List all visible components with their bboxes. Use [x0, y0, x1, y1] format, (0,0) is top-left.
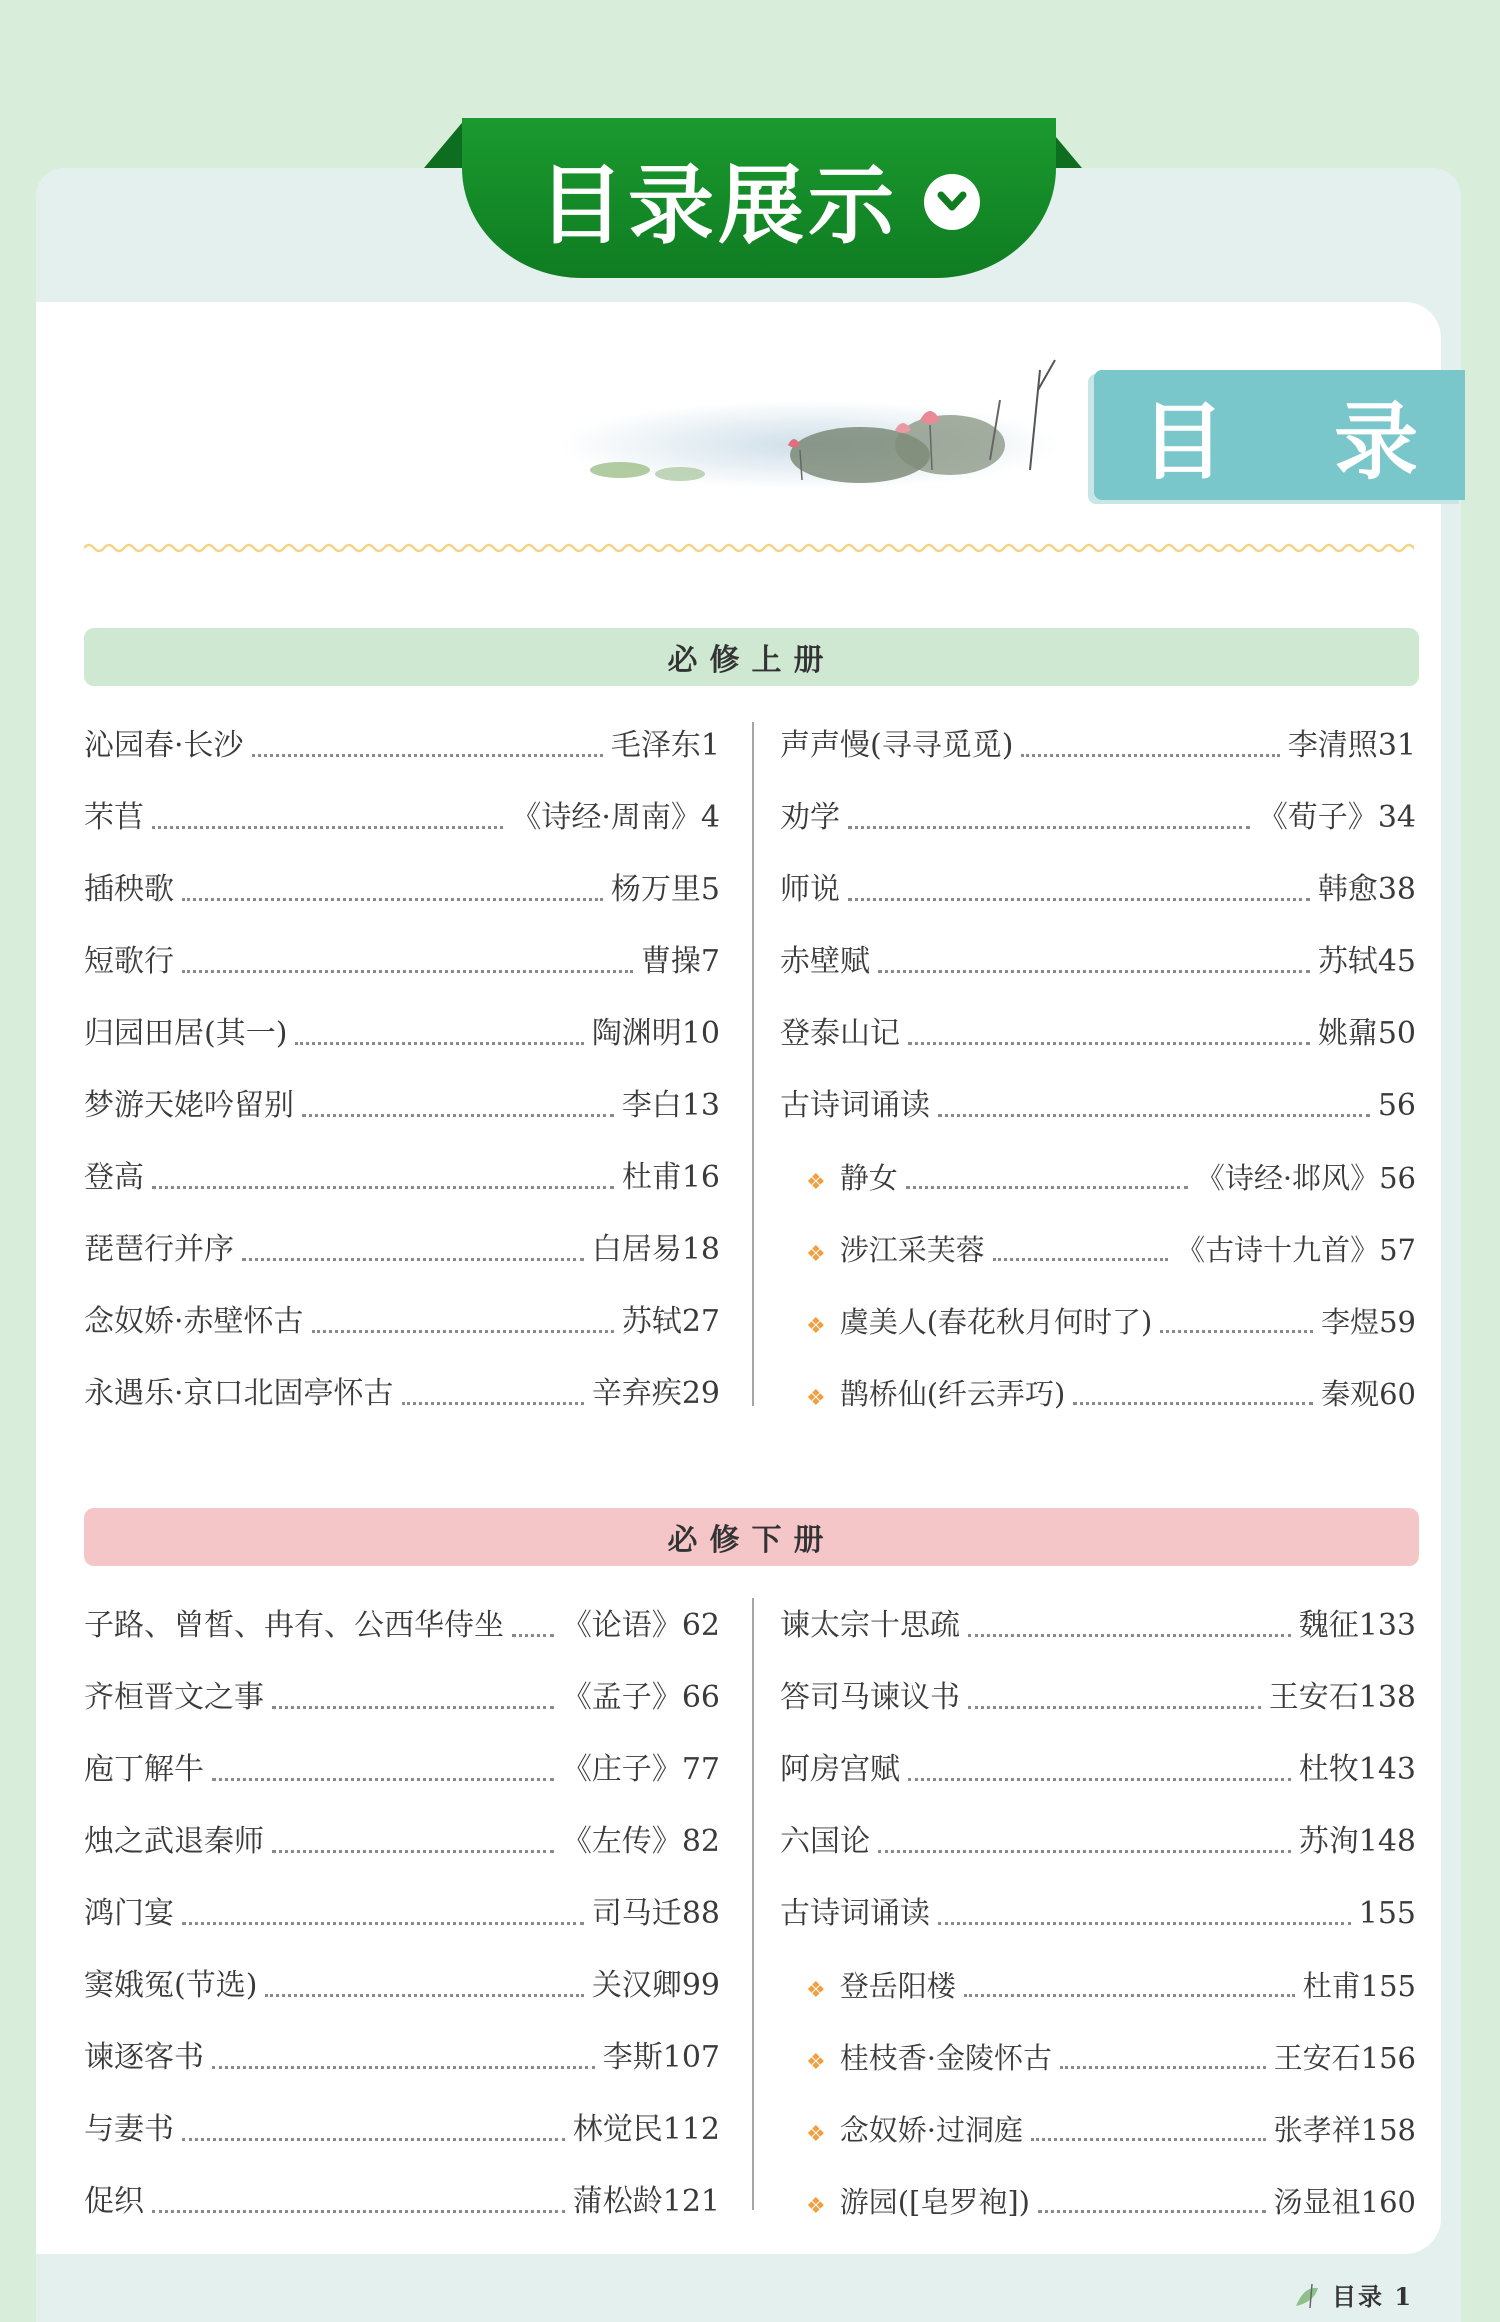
entry-author: 秦观 — [1321, 1377, 1380, 1411]
toc-entry[interactable] — [780, 2106, 1416, 2150]
entry-author: 魏征 — [1298, 1608, 1359, 1643]
entry-author: 张孝祥 — [1273, 2113, 1361, 2147]
entry-page: 16 — [681, 1160, 720, 1195]
entry-title: 虞美人(春花秋月何时了) — [839, 1305, 1153, 1339]
toc-entry[interactable] — [780, 1082, 1416, 1126]
diamond-bullet-icon: ❖ — [806, 2050, 826, 2075]
entry-author: 辛弃疾 — [591, 1376, 682, 1411]
banner-title: 目录展示 — [538, 156, 898, 256]
toc-title-tab — [1094, 370, 1465, 500]
toc-entry[interactable] — [780, 1746, 1416, 1790]
entry-page: 99 — [681, 1968, 720, 2003]
entry-author: 《古诗十九首》 — [1176, 1233, 1380, 1267]
entry-title: 六国论 — [780, 1824, 870, 1859]
entry-page: 133 — [1358, 1608, 1416, 1643]
entry-title: 登岳阳楼 — [839, 1969, 956, 2003]
entry-page: 82 — [681, 1824, 720, 1859]
toc-entry[interactable] — [780, 1962, 1416, 2006]
diamond-bullet-icon: ❖ — [806, 1386, 826, 1411]
dot-leader — [152, 2210, 565, 2213]
toc-entry[interactable] — [84, 1962, 720, 2006]
entry-title: 梦游天姥吟留别 — [84, 1088, 294, 1123]
dot-leader — [295, 1042, 583, 1045]
dot-leader — [302, 1114, 614, 1117]
toc-entry[interactable] — [780, 1602, 1416, 1646]
entry-page: 31 — [1377, 728, 1416, 763]
dot-leader — [878, 970, 1310, 973]
diamond-bullet-icon: ❖ — [806, 1314, 826, 1339]
entry-title: 桂枝香·金陵怀古 — [839, 2041, 1052, 2075]
entry-page: 155 — [1358, 1896, 1416, 1931]
entry-author: 苏洵 — [1298, 1824, 1359, 1859]
toc-entry[interactable] — [84, 1082, 720, 1126]
toc-entry[interactable] — [84, 1674, 720, 1718]
toc-entry[interactable] — [780, 938, 1416, 982]
entry-page: 5 — [700, 872, 720, 907]
dot-leader — [272, 1850, 554, 1853]
toc-entry[interactable] — [84, 1818, 720, 1862]
entry-page: 148 — [1358, 1824, 1416, 1859]
dot-leader — [182, 970, 633, 973]
toc-entry[interactable] — [780, 794, 1416, 838]
toc-entry[interactable] — [780, 866, 1416, 910]
entry-author: 陶渊明 — [591, 1016, 682, 1051]
entry-title: 涉江采芙蓉 — [839, 1233, 985, 1267]
entry-title: 庖丁解牛 — [84, 1752, 204, 1787]
diamond-bullet-icon: ❖ — [806, 1242, 826, 1267]
dot-leader — [1038, 2210, 1266, 2213]
entry-page: 34 — [1377, 800, 1416, 835]
entry-author: 《诗经·周南》 — [511, 800, 701, 835]
entry-page: 77 — [681, 1752, 720, 1787]
entry-page: 88 — [681, 1896, 720, 1931]
toc-entry[interactable] — [84, 2034, 720, 2078]
entry-author: 《荀子》 — [1257, 800, 1378, 835]
dot-leader — [1073, 1402, 1313, 1405]
entry-page: 121 — [662, 2184, 720, 2219]
toc-entry[interactable] — [84, 1746, 720, 1790]
entry-page: 155 — [1360, 1969, 1416, 2003]
column-divider-1 — [752, 722, 754, 1406]
entry-author: 《孟子》 — [561, 1680, 682, 1715]
chevron-down-icon — [924, 174, 980, 230]
toc-entry[interactable] — [84, 794, 720, 838]
toc-entry[interactable] — [780, 1154, 1416, 1198]
entry-author: 《论语》 — [561, 1608, 682, 1643]
dot-leader — [938, 1922, 1351, 1925]
entry-title: 短歌行 — [84, 944, 174, 979]
entry-title: 答司马谏议书 — [780, 1680, 960, 1715]
entry-page: 59 — [1379, 1305, 1416, 1339]
entry-page: 7 — [700, 944, 720, 979]
entry-title: 芣苢 — [84, 800, 144, 835]
entry-title: 齐桓晋文之事 — [84, 1680, 264, 1715]
toc-entry[interactable] — [84, 2178, 720, 2222]
entry-page: 29 — [681, 1376, 720, 1411]
entry-title: 烛之武退秦师 — [84, 1824, 264, 1859]
entry-page: 18 — [681, 1232, 720, 1267]
dot-leader — [993, 1258, 1168, 1261]
toc-entry[interactable] — [780, 1890, 1416, 1934]
dot-leader — [1160, 1330, 1313, 1333]
entry-author: 苏轼 — [621, 1304, 682, 1339]
entry-title: 子路、曾皙、冉有、公西华侍坐 — [84, 1608, 504, 1643]
diamond-bullet-icon: ❖ — [806, 1978, 826, 2003]
toc-entry[interactable] — [780, 1818, 1416, 1862]
entry-title: 归园田居(其一) — [84, 1016, 288, 1051]
dot-leader — [242, 1258, 584, 1261]
entry-author: 关汉卿 — [591, 1968, 682, 2003]
toc-entry[interactable] — [84, 722, 720, 766]
entry-author: 杜牧 — [1298, 1752, 1359, 1787]
toc-entry[interactable] — [84, 1226, 720, 1270]
entry-title: 鸿门宴 — [84, 1896, 174, 1931]
entry-title: 鹊桥仙(纤云弄巧) — [839, 1377, 1066, 1411]
lotus-painting-illustration — [560, 350, 1070, 500]
entry-page: 138 — [1358, 1680, 1416, 1715]
dot-leader — [182, 898, 603, 901]
entry-title: 赤壁赋 — [780, 944, 870, 979]
toc-entry[interactable] — [780, 2178, 1416, 2222]
entry-page: 27 — [681, 1304, 720, 1339]
header-banner — [462, 118, 1056, 278]
entry-author: 李白 — [621, 1088, 682, 1123]
toc-entry[interactable] — [84, 2106, 720, 2150]
entry-title: 念奴娇·赤壁怀古 — [84, 1304, 304, 1339]
entry-author: 姚鼐 — [1317, 1016, 1378, 1051]
entry-title: 窦娥冤(节选) — [84, 1968, 258, 2003]
entry-page: 13 — [681, 1088, 720, 1123]
entry-title: 劝学 — [780, 800, 840, 835]
toc-entry[interactable] — [780, 722, 1416, 766]
entry-author: 《左传》 — [561, 1824, 682, 1859]
dot-leader — [512, 1634, 554, 1637]
entry-author: 杜甫 — [1302, 1969, 1361, 2003]
column-divider-2 — [752, 1598, 754, 2210]
entry-title: 阿房宫赋 — [780, 1752, 900, 1787]
dot-leader — [152, 1186, 614, 1189]
entry-author: 曹操 — [640, 944, 701, 979]
entry-page: 10 — [681, 1016, 720, 1051]
dot-leader — [1021, 754, 1279, 757]
toc-entry[interactable] — [84, 1010, 720, 1054]
entry-title: 念奴娇·过洞庭 — [839, 2113, 1023, 2147]
dot-leader — [938, 1114, 1370, 1117]
toc-title: 目 录 — [1140, 392, 1459, 491]
diamond-bullet-icon: ❖ — [806, 1170, 826, 1195]
entry-page: 107 — [662, 2040, 720, 2075]
entry-page: 160 — [1360, 2185, 1416, 2219]
toc-entry[interactable] — [84, 1890, 720, 1934]
toc-entry[interactable] — [84, 866, 720, 910]
entry-page: 45 — [1377, 944, 1416, 979]
entry-author: 林觉民 — [572, 2112, 663, 2147]
entry-page: 143 — [1358, 1752, 1416, 1787]
entry-page: 50 — [1377, 1016, 1416, 1051]
toc-entry[interactable] — [780, 2034, 1416, 2078]
entry-title: 登高 — [84, 1160, 144, 1195]
entry-title: 登泰山记 — [780, 1016, 900, 1051]
toc-entry[interactable] — [84, 1370, 720, 1414]
banner-wing-left — [424, 118, 466, 168]
entry-title: 促织 — [84, 2184, 144, 2219]
dot-leader — [968, 1634, 1291, 1637]
entry-author: 司马迁 — [591, 1896, 682, 1931]
entry-title: 师说 — [780, 872, 840, 907]
footer-label: 目录 1 — [1332, 2282, 1414, 2311]
entry-page: 62 — [681, 1608, 720, 1643]
dot-leader — [1031, 2138, 1266, 2141]
entry-author: 苏轼 — [1317, 944, 1378, 979]
entry-page: 4 — [700, 800, 720, 835]
toc-entry[interactable] — [84, 1602, 720, 1646]
dot-leader — [182, 1922, 584, 1925]
section-header-2: 必修下册 — [84, 1508, 1419, 1566]
wavy-divider — [84, 540, 1414, 556]
dot-leader — [402, 1402, 584, 1405]
dot-leader — [152, 826, 503, 829]
entry-author: 李斯 — [602, 2040, 663, 2075]
toc-entry[interactable] — [780, 1010, 1416, 1054]
dot-leader — [1060, 2066, 1266, 2069]
dot-leader — [212, 1778, 554, 1781]
dot-leader — [906, 1186, 1188, 1189]
entry-page: 66 — [681, 1680, 720, 1715]
dot-leader — [848, 826, 1250, 829]
entry-author: 白居易 — [591, 1232, 682, 1267]
entry-page: 112 — [662, 2112, 720, 2147]
dot-leader — [212, 2066, 595, 2069]
entry-page: 158 — [1360, 2113, 1416, 2147]
dot-leader — [848, 898, 1310, 901]
entry-title: 谏太宗十思疏 — [780, 1608, 960, 1643]
entry-title: 琵琶行并序 — [84, 1232, 234, 1267]
entry-title: 静女 — [839, 1161, 898, 1195]
entry-page: 57 — [1379, 1233, 1416, 1267]
entry-author: 蒲松龄 — [572, 2184, 663, 2219]
toc-entry[interactable] — [84, 938, 720, 982]
entry-page: 60 — [1379, 1377, 1416, 1411]
dot-leader — [272, 1706, 554, 1709]
entry-author: 汤显祖 — [1273, 2185, 1361, 2219]
entry-page: 56 — [1377, 1088, 1416, 1123]
entry-author: 李清照 — [1287, 728, 1378, 763]
section-header-1: 必修上册 — [84, 628, 1419, 686]
dot-leader — [908, 1042, 1310, 1045]
toc-entry[interactable] — [780, 1674, 1416, 1718]
dot-leader — [908, 1778, 1291, 1781]
entry-author: 韩愈 — [1317, 872, 1378, 907]
entry-page: 38 — [1377, 872, 1416, 907]
dot-leader — [182, 2138, 565, 2141]
entry-title: 游园([皂罗袍]) — [839, 2185, 1030, 2219]
entry-author: 《诗经·邶风》 — [1195, 1161, 1380, 1195]
dot-leader — [252, 754, 603, 757]
diamond-bullet-icon: ❖ — [806, 2194, 826, 2219]
dot-leader — [968, 1706, 1261, 1709]
entry-title: 与妻书 — [84, 2112, 174, 2147]
entry-title: 古诗词诵读 — [780, 1088, 930, 1123]
toc-entry[interactable] — [84, 1154, 720, 1198]
toc-entry[interactable] — [780, 1226, 1416, 1270]
diamond-bullet-icon: ❖ — [806, 2122, 826, 2147]
entry-author: 《庄子》 — [561, 1752, 682, 1787]
toc-entry[interactable] — [780, 1370, 1416, 1414]
lotus-leaf-icon — [1290, 2278, 1324, 2312]
entry-title: 古诗词诵读 — [780, 1896, 930, 1931]
entry-author: 李煜 — [1321, 1305, 1380, 1339]
entry-title: 声声慢(寻寻觅觅) — [780, 728, 1014, 763]
dot-leader — [964, 1994, 1295, 1997]
dot-leader — [265, 1994, 583, 1997]
entry-title: 插秧歌 — [84, 872, 174, 907]
entry-title: 谏逐客书 — [84, 2040, 204, 2075]
dot-leader — [878, 1850, 1291, 1853]
entry-page: 1 — [700, 728, 720, 763]
entry-author: 毛泽东 — [610, 728, 701, 763]
entry-page: 56 — [1379, 1161, 1416, 1195]
entry-author: 杨万里 — [610, 872, 701, 907]
toc-entry[interactable] — [84, 1298, 720, 1342]
entry-author: 王安石 — [1268, 1680, 1359, 1715]
entry-author: 杜甫 — [621, 1160, 682, 1195]
page-footer — [1290, 2277, 1413, 2312]
dot-leader — [312, 1330, 614, 1333]
entry-page: 156 — [1360, 2041, 1416, 2075]
toc-entry[interactable] — [780, 1298, 1416, 1342]
entry-title: 沁园春·长沙 — [84, 728, 244, 763]
entry-title: 永遇乐·京口北固亭怀古 — [84, 1376, 394, 1411]
entry-author: 王安石 — [1273, 2041, 1361, 2075]
